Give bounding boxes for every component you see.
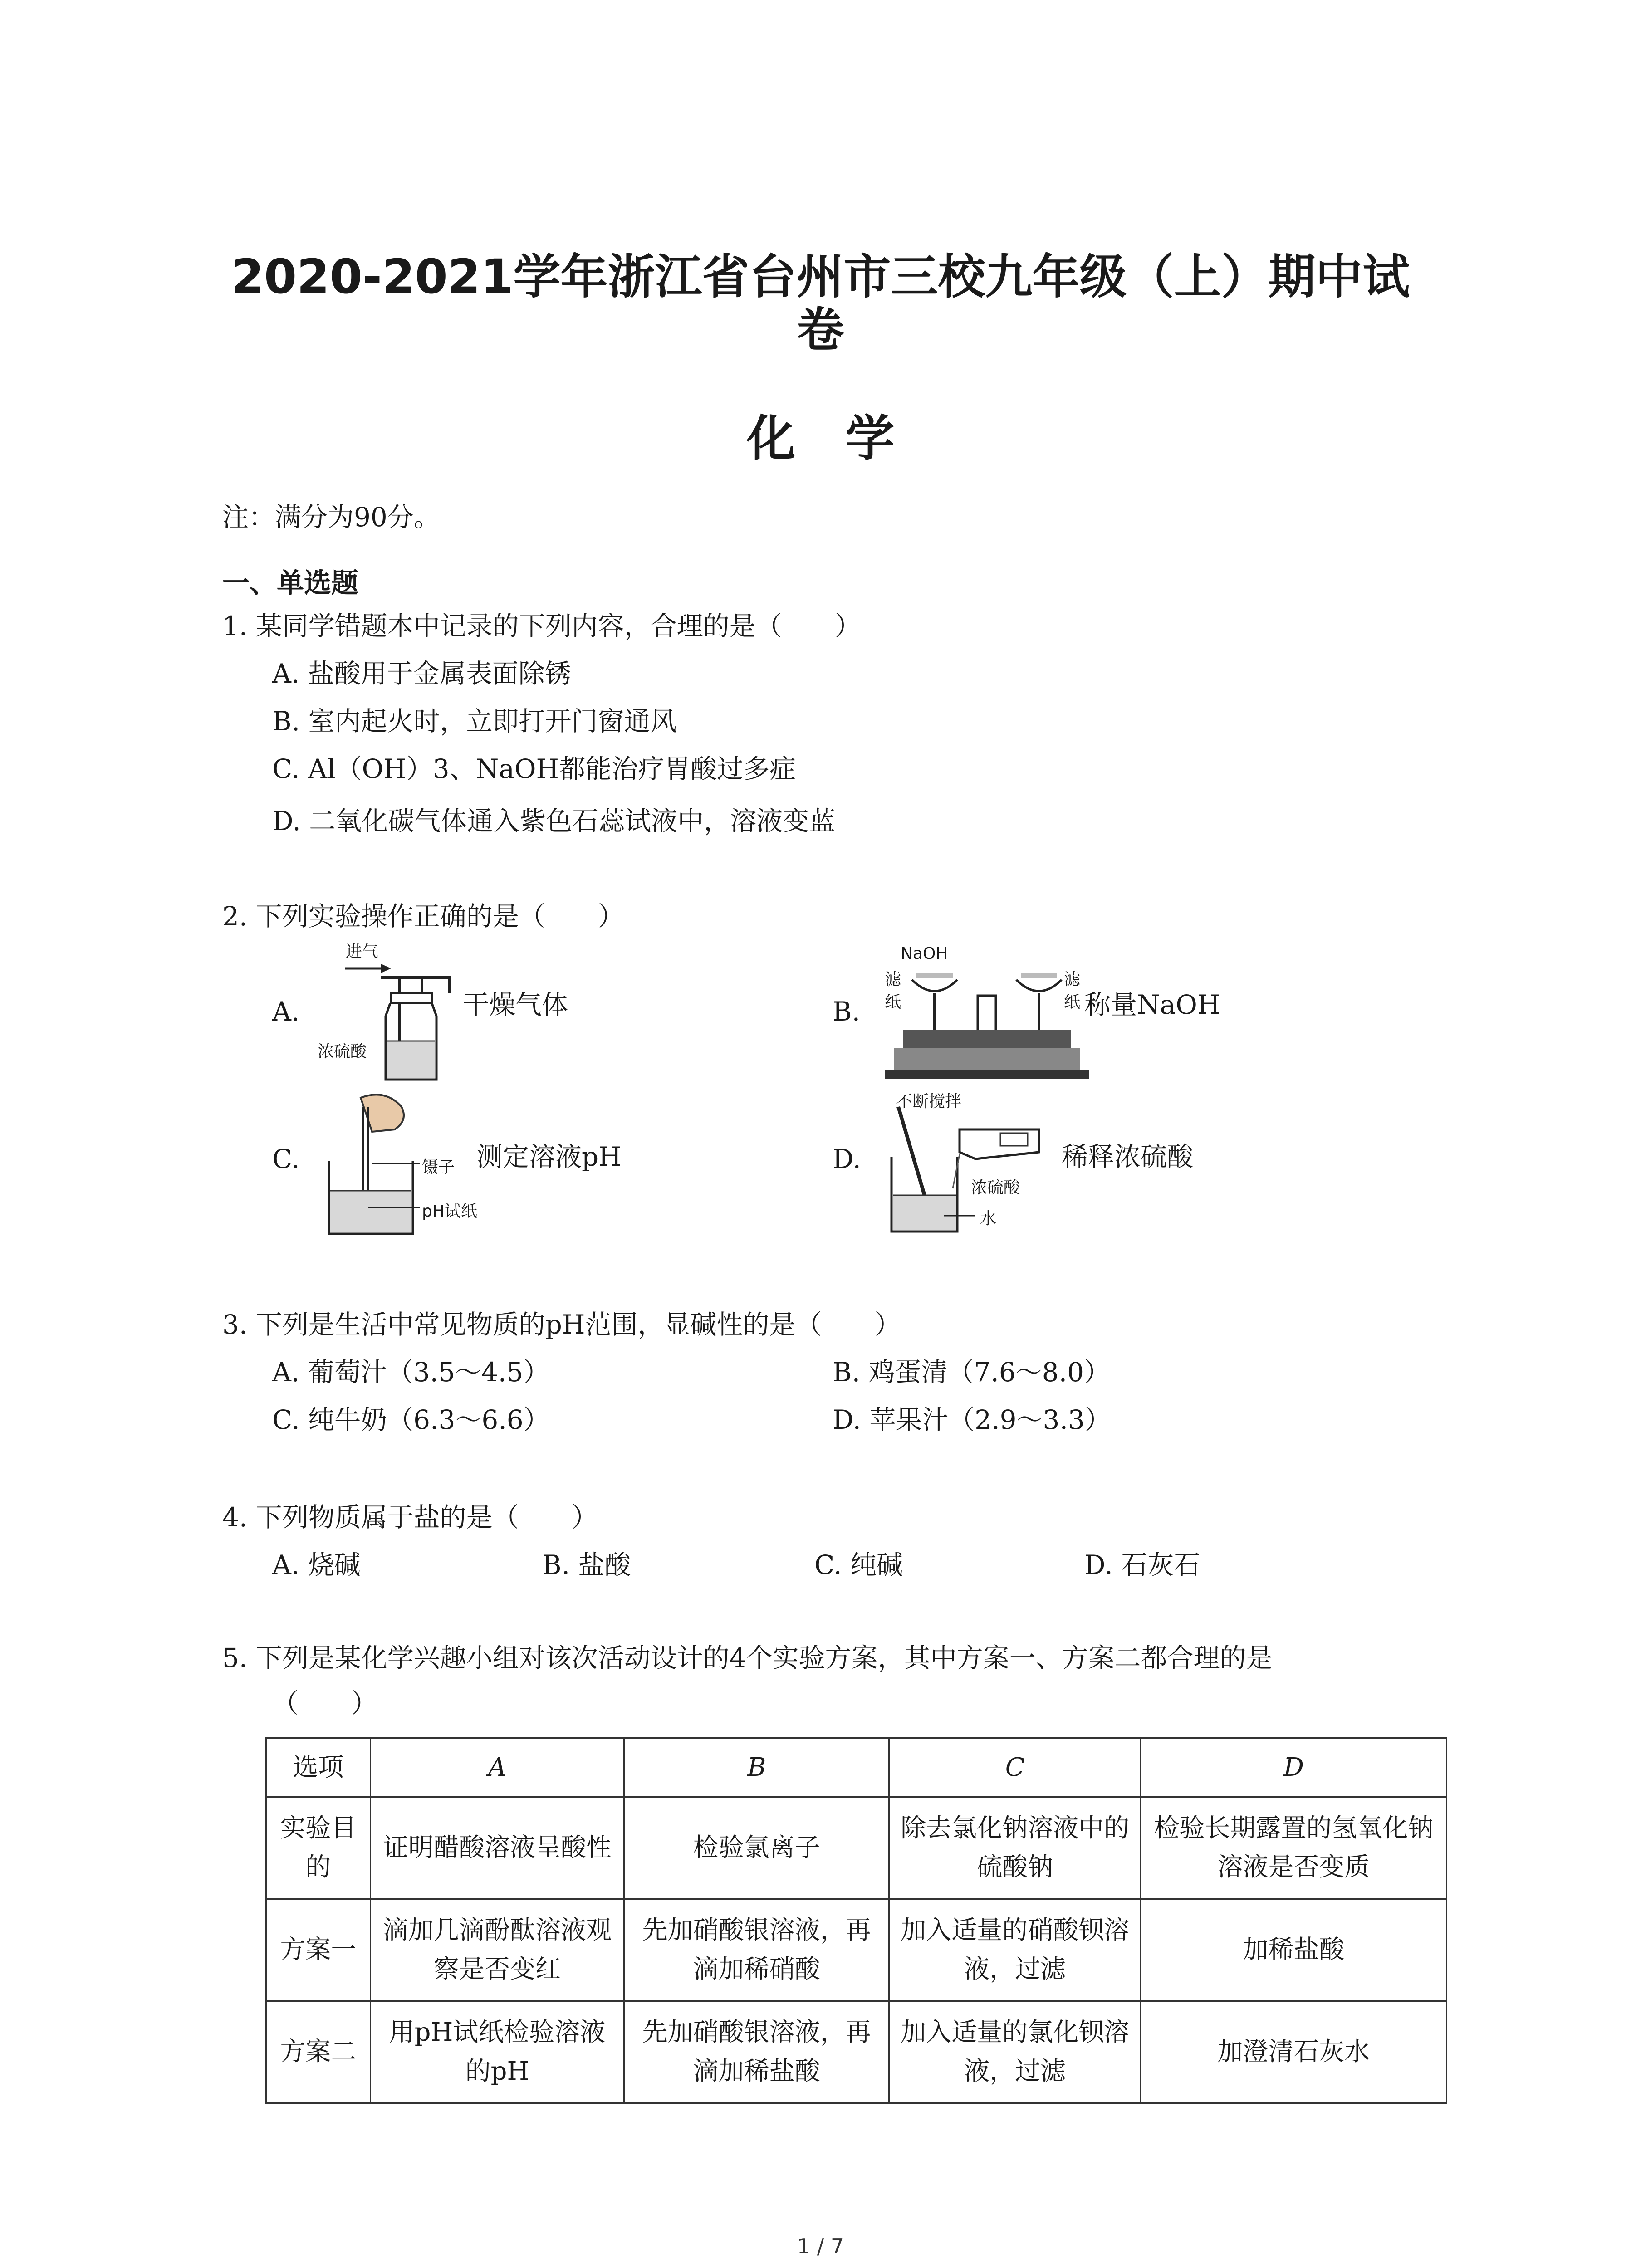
q4-option-d: D. 石灰石: [1084, 1549, 1200, 1580]
table-cell: 加入适量的氯化钡溶液，过滤: [889, 2001, 1141, 2103]
q2-option-d-text: 稀释浓硫酸: [1062, 1141, 1194, 1172]
q2-option-d-letter: D.: [833, 1144, 861, 1174]
label-naoh: NaOH: [901, 944, 948, 963]
table-cell: C: [889, 1738, 1141, 1797]
label-conc-acid-a: 浓硫酸: [318, 1042, 367, 1061]
inlet-arrow-head: [381, 964, 391, 973]
table-cell: B: [624, 1738, 889, 1797]
label-water: 水: [980, 1209, 997, 1228]
label-filter-paper-right: 滤纸: [1064, 970, 1081, 1012]
q4-stem: 4. 下列物质属于盐的是（ ）: [222, 1502, 598, 1533]
table-cell: 加澄清石灰水: [1141, 2001, 1446, 2103]
q3-option-d: D. 苹果汁（2.9～3.3）: [833, 1404, 1111, 1435]
table-header-row: [266, 1738, 1447, 1797]
table-cell: 方案一: [266, 1899, 371, 2001]
left-pan: [912, 980, 957, 991]
table-cell: 方案二: [266, 2001, 371, 2103]
table-cell: 加稀盐酸: [1141, 1899, 1446, 2001]
table-cell: 除去氯化钠溶液中的硫酸钠: [889, 1797, 1141, 1899]
label-gas-in: 进气: [346, 943, 379, 961]
table-cell: 检验长期露置的氢氧化钠溶液是否变质: [1141, 1797, 1446, 1899]
dilution-figure: [885, 1098, 1057, 1238]
table-cell: 实验目的: [266, 1797, 371, 1899]
balance-base: [894, 1048, 1080, 1070]
table-cell: 选项: [266, 1738, 371, 1797]
page-title-line2: 卷: [797, 302, 844, 357]
hand: [361, 1095, 404, 1132]
acid-level: [387, 1041, 435, 1078]
q5-stem-bracket: （ ）: [272, 1688, 378, 1719]
label-filter-paper-left: 滤纸: [885, 970, 901, 1012]
subject-heading: 化学: [746, 411, 945, 467]
q1-option-b: B. 室内起火时，立即打开门窗通风: [272, 706, 677, 737]
q3-option-b: B. 鸡蛋清（7.6～8.0）: [833, 1357, 1110, 1388]
q2-option-a-letter: A.: [272, 996, 300, 1027]
q1-option-c: C. Al（OH）3、NaOH都能治疗胃酸过多症: [272, 753, 796, 784]
q5-table: [265, 1737, 1447, 2104]
label-ph-paper: pH试纸: [422, 1202, 477, 1221]
gas-drying-bottle-figure: [313, 943, 467, 1089]
q4-option-a: A. 烧碱: [272, 1549, 361, 1580]
q2-option-b-text: 称量NaOH: [1084, 989, 1220, 1020]
q2-option-c-text: 测定溶液pH: [476, 1141, 622, 1172]
q3-option-c: C. 纯牛奶（6.3～6.6）: [272, 1404, 550, 1435]
table-cell: 证明醋酸溶液呈酸性: [370, 1797, 624, 1899]
q2-option-a-text: 干燥气体: [463, 989, 568, 1020]
q1-option-d: D. 二氧化碳气体通入紫色石蕊试液中，溶液变蓝: [272, 806, 836, 836]
page-number: 1 / 7: [797, 2234, 844, 2258]
gas-tubes: [381, 978, 449, 993]
q2-option-b-letter: B.: [833, 996, 861, 1027]
q1-option-a: A. 盐酸用于金属表面除锈: [272, 658, 571, 689]
label-tweezers: 镊子: [422, 1158, 455, 1177]
q5-stem: 5. 下列是某化学兴趣小组对该次活动设计的4个实验方案，其中方案一、方案二都合理的是: [222, 1642, 1273, 1673]
table-cell: 先加硝酸银溶液，再滴加稀盐酸: [624, 2001, 889, 2103]
q2-stem: 2. 下列实验操作正确的是（ ）: [222, 901, 624, 932]
table-cell: 用pH试纸检验溶液的pH: [370, 2001, 624, 2103]
label-keep-stirring: 不断搅拌: [896, 1092, 962, 1111]
table-cell: A: [370, 1738, 624, 1797]
section-heading: 一、单选题: [222, 567, 358, 599]
balance-figure: [885, 953, 1089, 1089]
q1-stem: 1. 某同学错题本中记录的下列内容，合理的是（ ）: [222, 611, 861, 641]
page-title-line1: 2020-2021学年浙江省台州市三校九年级（上）期中试: [231, 249, 1410, 304]
table-row: [266, 1899, 1447, 2001]
q3-stem: 3. 下列是生活中常见物质的pH范围，显碱性的是（ ）: [222, 1309, 901, 1340]
table-cell: 先加硝酸银溶液，再滴加稀硝酸: [624, 1899, 889, 2001]
table-cell: 加入适量的硝酸钡溶液，过滤: [889, 1899, 1141, 2001]
table-cell: 滴加几滴酚酞溶液观察是否变红: [370, 1899, 624, 2001]
table-row: [266, 2001, 1447, 2103]
q4-option-b: B. 盐酸: [542, 1549, 631, 1580]
bottle-stopper: [391, 993, 432, 1003]
table-row: [266, 1797, 1447, 1899]
right-pan: [1016, 980, 1062, 991]
score-note: 注：满分为90分。: [222, 502, 440, 533]
q3-option-a: A. 葡萄汁（3.5～4.5）: [272, 1357, 550, 1388]
balance-pillar: [978, 996, 996, 1032]
q4-option-c: C. 纯碱: [814, 1549, 903, 1580]
table-cell: 检验氯离子: [624, 1797, 889, 1899]
table-cell: D: [1141, 1738, 1446, 1797]
q2-option-c-letter: C.: [272, 1144, 300, 1174]
balance-beam-base: [903, 1030, 1071, 1048]
label-conc-acid-d: 浓硫酸: [971, 1178, 1020, 1197]
